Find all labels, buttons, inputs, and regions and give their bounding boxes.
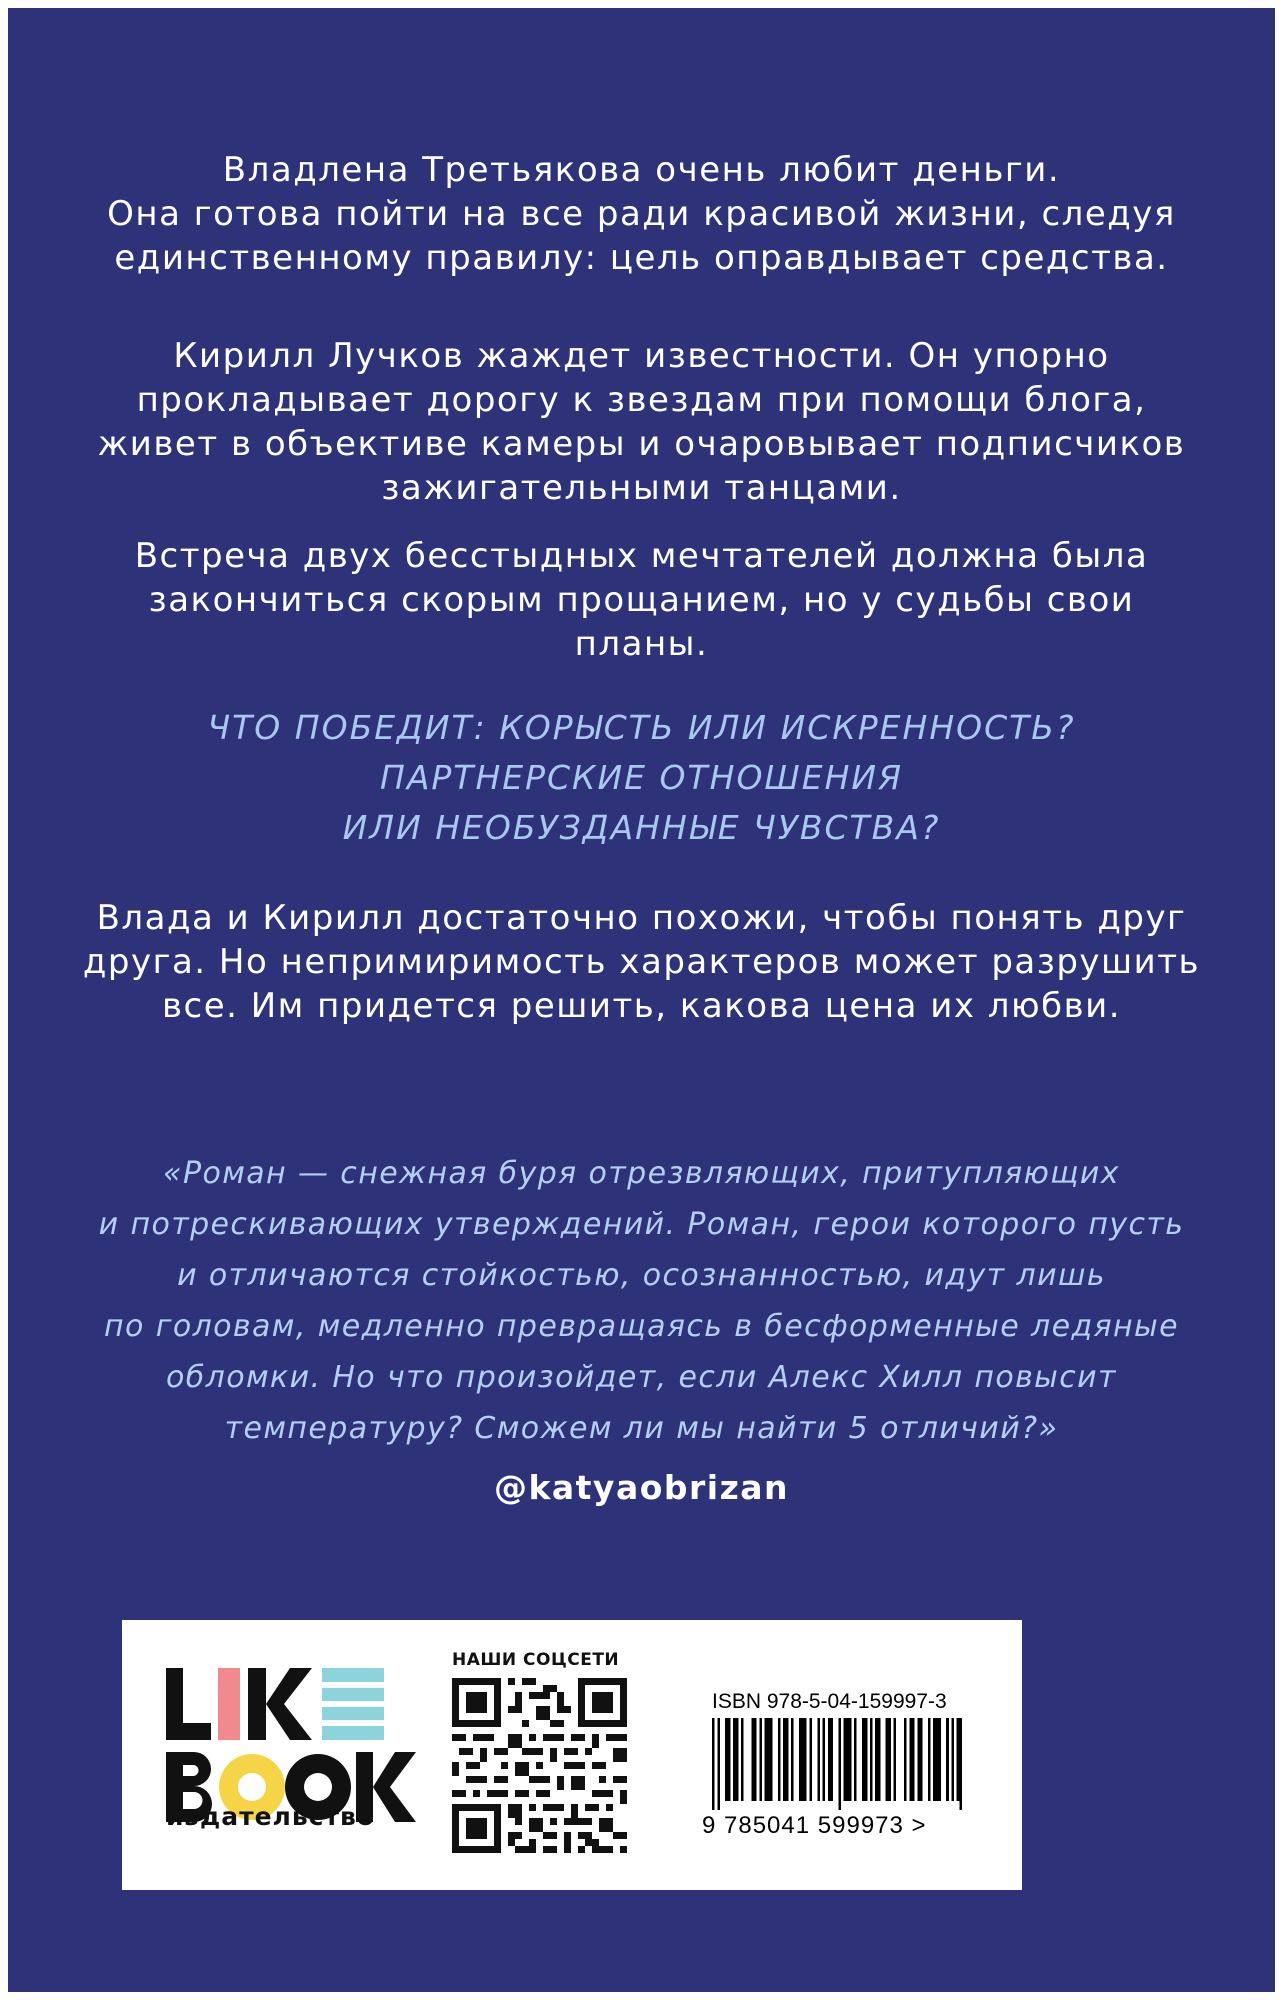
barcode-bar: [951, 1718, 954, 1801]
barcode-bar: [928, 1718, 931, 1801]
barcode-bar: [912, 1718, 915, 1801]
barcode-bar: [846, 1718, 849, 1801]
blurb-paragraph-2: [8, 334, 1275, 510]
publisher-subtitle: издательство: [166, 1802, 375, 1831]
barcode-bar: [786, 1718, 789, 1801]
barcode-bar: [959, 1718, 962, 1810]
back-cover: [8, 8, 1275, 1992]
blurb-line: живет в объективе камеры и очаровывает подписчиков: [97, 424, 1186, 464]
blurb-line: закончиться скорым прощанием, но у судьбы свои: [148, 580, 1135, 620]
blurb-line: Она готова пойти на все ради красивой жизни, следуя: [107, 194, 1176, 234]
quote-line: и потрескивающих утверждений. Роман, герои которого пусть: [98, 1207, 1185, 1242]
barcode-bar: [778, 1718, 781, 1801]
barcode-bar: [946, 1718, 949, 1801]
barcode-bar: [957, 1718, 960, 1801]
barcode-bar: [741, 1718, 744, 1801]
barcode-bar: [767, 1718, 770, 1801]
blurb-line: зажигательными танцами.: [381, 468, 902, 508]
barcode-bar: [765, 1718, 768, 1801]
quote-line: и отличаются стойкостью, осознанностью, идут лишь: [177, 1258, 1106, 1293]
review-quote: [8, 1148, 1275, 1454]
ean-digits: 9 785041 599973 >: [702, 1812, 927, 1839]
barcode-bar: [728, 1718, 731, 1801]
barcode-bar: [770, 1718, 773, 1801]
barcode-bar: [875, 1718, 878, 1801]
tagline-line: ИЛИ НЕОБУЗДАННЫЕ ЧУВСТВА?: [342, 808, 941, 847]
review-author: @katyaobrizan: [493, 1468, 790, 1507]
barcode-bar: [754, 1718, 757, 1801]
tagline-question: [8, 703, 1275, 853]
blurb-line: Владлена Третьякова очень любит деньги.: [222, 150, 1061, 190]
barcode-bar: [933, 1718, 936, 1801]
blurb-line: все. Им придется решить, какова цена их любви.: [161, 986, 1122, 1026]
barcode-bar: [717, 1718, 720, 1810]
barcode-bar: [830, 1718, 833, 1801]
blurb-line: друга. Но непримиримость характеров может разрушить: [82, 942, 1201, 982]
blurb-paragraph-4: [8, 896, 1275, 1028]
blurb-line: прокладывает дорогу к звездам при помощи блога,: [136, 380, 1147, 420]
barcode-bar: [791, 1718, 794, 1801]
barcode-bar: [854, 1718, 857, 1801]
barcode-bar: [799, 1718, 802, 1801]
blurb-line: Влада и Кирилл достаточно похожи, чтобы понять друг: [96, 898, 1187, 938]
barcode-bar: [878, 1718, 881, 1801]
publisher-panel: [122, 1620, 1022, 1890]
barcode-bar: [849, 1718, 852, 1801]
barcode-bar: [870, 1718, 873, 1801]
blurb-line: планы.: [574, 624, 709, 664]
barcode-bar: [751, 1718, 754, 1801]
barcode-bar: [725, 1718, 728, 1801]
barcode-bar: [828, 1718, 831, 1801]
barcode-bar: [838, 1718, 841, 1810]
qr-code[interactable]: [452, 1678, 627, 1853]
barcode-bar: [936, 1718, 939, 1801]
qr-label: НАШИ СОЦСЕТИ: [452, 1650, 620, 1670]
quote-line: обломки. Но что произойдет, если Алекс Хилл повысит: [166, 1360, 1117, 1395]
barcode-bar: [736, 1718, 739, 1801]
barcode-bar: [862, 1718, 865, 1801]
barcode-bar: [759, 1718, 762, 1801]
tagline-line: ПАРТНЕРСКИЕ ОТНОШЕНИЯ: [380, 758, 903, 797]
blurb-line: Встреча двух бесстыдных мечтателей должна была: [134, 536, 1149, 576]
quote-line: по головам, медленно превращаясь в бесформенные ледяные: [103, 1309, 1179, 1344]
tagline-line: ЧТО ПОБЕДИТ: КОРЫСТЬ ИЛИ ИСКРЕННОСТЬ?: [207, 708, 1076, 747]
barcode-bar: [888, 1718, 891, 1801]
isbn-label: ISBN 978-5-04-159997-3: [712, 1690, 947, 1713]
blurb-line: единственному правилу: цель оправдывает средства.: [114, 238, 1169, 278]
barcode-bar: [809, 1718, 812, 1801]
barcode-bar: [894, 1718, 897, 1801]
barcode: [712, 1718, 962, 1810]
barcode-bar: [823, 1718, 826, 1801]
barcode-bar: [917, 1718, 920, 1801]
barcode-bar: [844, 1718, 847, 1801]
barcode-bar: [865, 1718, 868, 1801]
blurb-line: Кирилл Лучков жаждет известности. Он упорно: [173, 336, 1110, 376]
barcode-bar: [938, 1718, 941, 1801]
barcode-bar: [783, 1718, 786, 1801]
quote-line: «Роман — снежная буря отрезвляющих, притупляющих: [163, 1156, 1120, 1191]
barcode-bar: [886, 1718, 889, 1801]
barcode-bar: [904, 1718, 907, 1801]
blurb-paragraph-1: [8, 148, 1275, 280]
barcode-bar: [733, 1718, 736, 1801]
blurb-paragraph-3: [8, 534, 1275, 666]
quote-line: температуру? Сможем ли мы найти 5 отличий?»: [224, 1411, 1059, 1446]
barcode-bar: [909, 1718, 912, 1801]
barcode-bar: [804, 1718, 807, 1801]
barcode-bar: [817, 1718, 820, 1801]
barcode-bar: [801, 1718, 804, 1801]
barcode-bar: [712, 1718, 715, 1810]
barcode-bar: [920, 1718, 923, 1801]
